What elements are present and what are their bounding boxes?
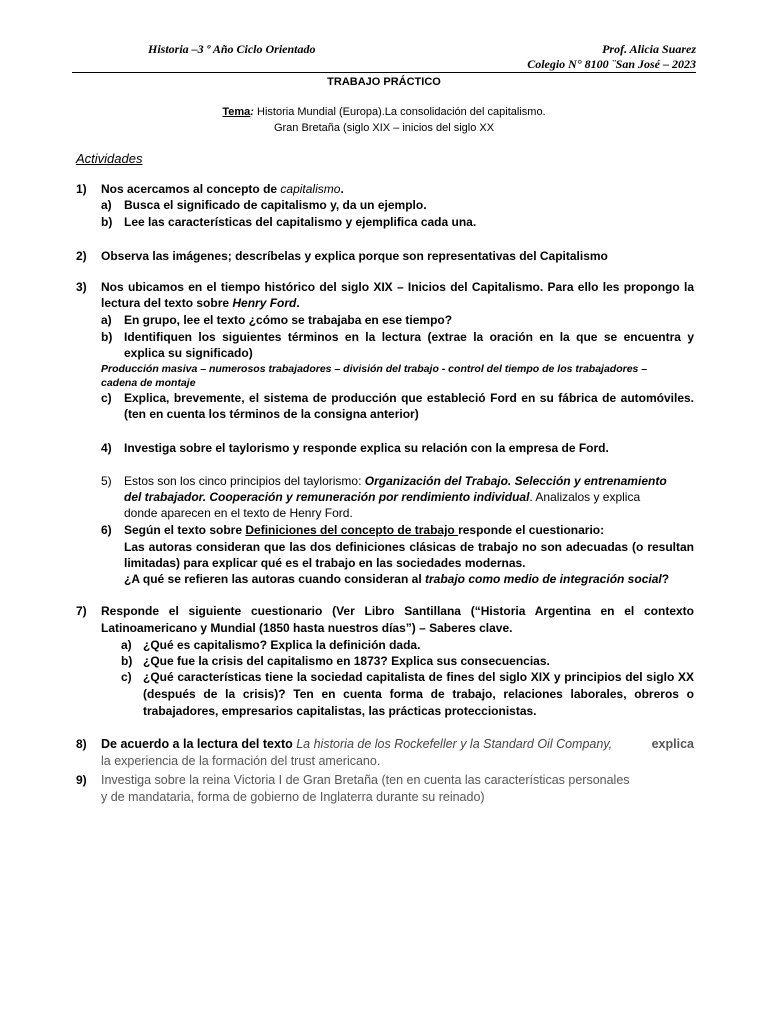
- item-8-line2: la experiencia de la formación del trust americano.: [101, 754, 381, 768]
- header-school: Colegio N° 8100 ¨San José – 2023: [527, 57, 696, 71]
- item-6-line2: Las autoras consideran que las dos definiciones clásicas de trabajo no son adecuadas (o resultan: [124, 540, 694, 554]
- item-7c-line2: (después de la crisis)? Ten en cuenta forma de trabajo, relaciones laborales, obreros o: [143, 687, 694, 701]
- item-2-text: Observa las imágenes; descríbelas y explica porque son representativas del Capitalismo: [101, 249, 608, 263]
- item-5-number: 5): [101, 474, 112, 488]
- terms-line2: cadena de montaje: [101, 377, 196, 389]
- item-9-line1: Investiga sobre la reina Victoria I de Gran Bretaña (ten en cuenta las características personales: [101, 773, 630, 787]
- item-7c-number: c): [121, 670, 132, 684]
- item-9-line2: y de mandataria, forma de gobierno de Inglaterra durante su reinado): [101, 790, 485, 804]
- item-1-text: Nos acercamos al concepto de capitalismo.: [101, 182, 344, 196]
- item-7b-number: b): [121, 654, 133, 668]
- item-3c-number: c): [101, 391, 112, 405]
- item-1-number: 1): [76, 182, 87, 196]
- actividades-heading: Actividades: [76, 151, 143, 166]
- item-3b-number: b): [101, 330, 113, 344]
- item-6-line1: Según el texto sobre Definiciones del concepto de trabajo responde el cuestionario:: [124, 523, 605, 537]
- tema-text: Historia Mundial (Europa).La consolidación del capitalismo.: [253, 106, 546, 118]
- item-7c-line3: trabajadores, empresarios capitalistas, las prácticas proteccionistas.: [143, 704, 537, 718]
- header-teacher: Prof. Alicia Suarez: [602, 42, 696, 56]
- item-7-number: 7): [76, 604, 87, 618]
- tema-subtitle: Gran Bretaña (siglo XIX – inicios del siglo XX: [273, 122, 495, 134]
- item-6-line4: ¿A qué se refieren las autoras cuando consideran al trabajo como medio de integración social?: [124, 572, 670, 586]
- item-4-text: Investiga sobre el taylorismo y responde explica su relación con la empresa de Ford.: [124, 441, 609, 455]
- item-7c-line1: ¿Qué características tiene la sociedad capitalista de fines del siglo XIX y principios del siglo XX: [143, 670, 694, 684]
- item-6-line3: limitadas) para explicar qué es el trabajo en las sociedades modernas.: [124, 556, 526, 570]
- item-3c-line2: (ten en cuenta los términos de la consigna anterior): [124, 407, 419, 421]
- item-5-line3: donde aparecen en el texto de Henry Ford.: [124, 506, 353, 520]
- item-3-line2: lectura del texto sobre Henry Ford.: [101, 296, 300, 310]
- item-7-line1: Responde el siguiente cuestionario (Ver Libro Santillana (“Historia Argentina en el contexto: [101, 604, 694, 618]
- item-3a-text: En grupo, lee el texto ¿cómo se trabajaba en ese tiempo?: [124, 313, 453, 327]
- tema-colon: :: [250, 106, 254, 118]
- item-2-number: 2): [76, 249, 87, 263]
- item-1b-number: b): [101, 215, 113, 229]
- item-7a-text: ¿Qué es capitalismo? Explica la definición dada.: [143, 638, 421, 652]
- item-7b-text: ¿Que fue la crisis del capitalismo en 1873? Explica sus consecuencias.: [143, 654, 550, 668]
- terms-line1: Producción masiva – numerosos trabajadores – división del trabajo - control del tiempo de los trabajadores –: [101, 363, 648, 375]
- header-course: Historia –3 º Año Ciclo Orientado: [148, 42, 316, 56]
- item-3c-line1: Explica, brevemente, el sistema de producción que estableció Ford en su fábrica de automóviles.: [124, 391, 694, 405]
- header-divider: [72, 72, 696, 73]
- item-6-number: 6): [101, 523, 112, 537]
- item-8-line1: De acuerdo a la lectura del texto La historia de los Rockefeller y la Standard Oil Company, explica: [101, 737, 694, 751]
- page-title: TRABAJO PRÁCTICO: [327, 76, 441, 88]
- item-3-line1: Nos ubicamos en el tiempo histórico del siglo XIX – Inicios del Capitalismo. Para ello les propongo la: [101, 280, 694, 294]
- item-3b-line1: Identifiquen los siguientes términos en la lectura (extrae la oración en la que se encuentra y: [124, 330, 694, 344]
- item-7a-number: a): [121, 638, 132, 652]
- item-3-number: 3): [76, 280, 87, 294]
- item-1a-text: Busca el significado de capitalismo y, da un ejemplo.: [124, 198, 427, 212]
- item-9-number: 9): [76, 773, 87, 787]
- item-1b-text: Lee las características del capitalismo y ejemplifica cada una.: [124, 215, 477, 229]
- item-7-line2: Latinoamericano y Mundial (1850 hasta nuestros días”) – Saberes clave.: [101, 621, 513, 635]
- item-8-number: 8): [76, 737, 87, 751]
- tema-line: [72, 106, 696, 118]
- tema-label: Tema: [222, 106, 251, 118]
- item-5-line2: del trabajador. Cooperación y remuneración por rendimiento individual. Analizalos y explica: [124, 490, 641, 504]
- item-1a-number: a): [101, 198, 112, 212]
- item-4-number: 4): [101, 441, 112, 455]
- item-5-line1: Estos son los cinco principios del taylorismo: Organización del Trabajo. Selección y entrenamiento: [124, 474, 667, 488]
- item-3a-number: a): [101, 313, 112, 327]
- item-3b-line2: explica su significado): [124, 346, 253, 360]
